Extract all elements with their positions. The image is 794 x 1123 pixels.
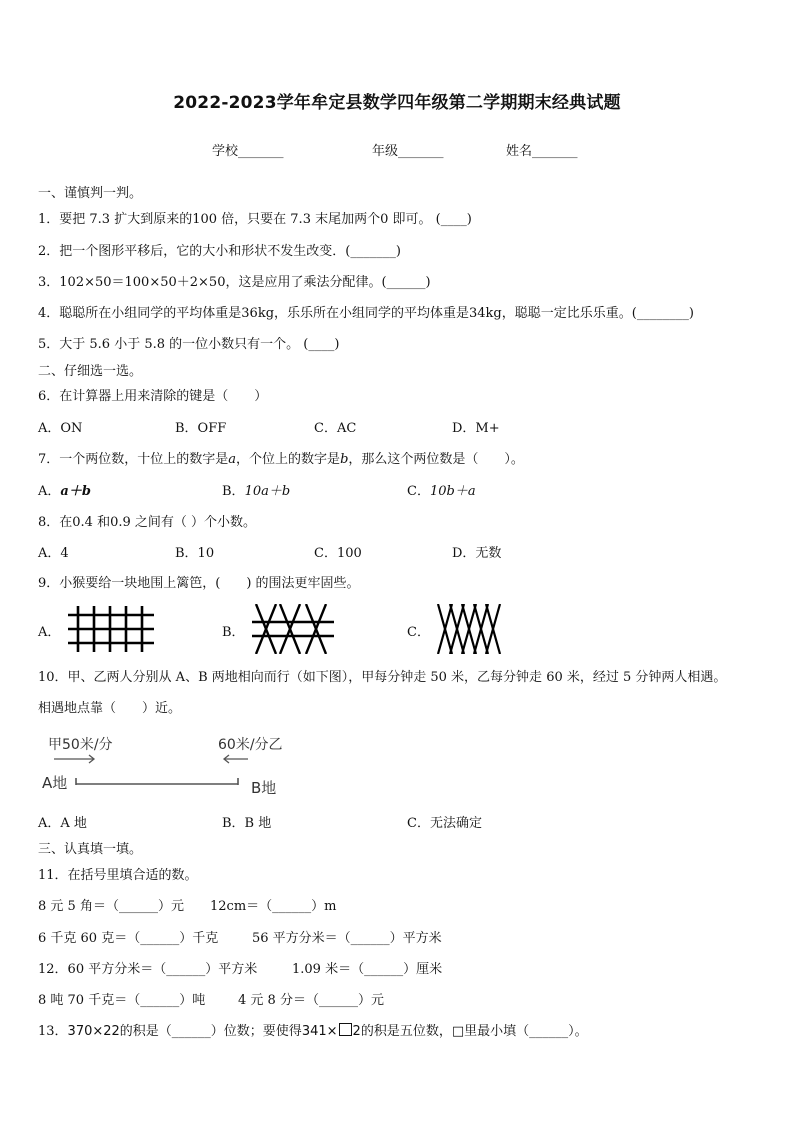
fence-diagonal-figure [436, 604, 502, 654]
question-13 [38, 1020, 588, 1039]
question-1: 1．要把 7.3 扩大到原来的100 倍，只要在 7.3 末尾加两个0 即可。 (____) [38, 212, 472, 227]
q7-text-pre: 7．一个两位数，十位上的数字是 [38, 452, 229, 467]
school-field: 学校_______ [212, 144, 284, 159]
q7-option-c-label: C． [407, 484, 430, 499]
page-title: 2022-2023学年牟定县数学四年级第二学期期末经典试题 [173, 93, 621, 113]
q7-option-b-label: B． [222, 484, 245, 499]
question-8: 8．在0.4 和0.9 之间有（ ）个小数。 [38, 515, 257, 530]
q7-text-post: ，那么这个两位数是（ ）。 [348, 452, 524, 467]
q7-option-b [222, 480, 290, 499]
q12-blank-1: 12．60 平方分米＝（______）平方米 [38, 962, 258, 977]
q12-blank-3: 8 吨 70 千克＝（______）吨 [38, 993, 206, 1008]
q6-option-d: D．M+ [452, 421, 500, 436]
question-9: 9．小猴要给一块地围上篱笆，( ) 的围法更牢固些。 [38, 576, 360, 591]
q7-option-a-label: A． [38, 484, 61, 499]
q8-option-a: A．4 [38, 546, 69, 561]
question-6: 6．在计算器上用来清除的键是（ ） [38, 389, 268, 404]
q10-option-c: C．无法确定 [407, 816, 482, 831]
q8-option-c: C．100 [314, 546, 362, 561]
fence-grid-figure [66, 606, 156, 652]
q13-number: 13． [38, 1024, 68, 1039]
q9-option-b: B． [222, 625, 245, 640]
q6-option-b: B．OFF [175, 421, 227, 436]
q10-option-b: B．B 地 [222, 816, 272, 831]
q10-fig-a-place: A地 [42, 774, 68, 792]
q11-blank-3: 6 千克 60 克＝（______）千克 [38, 931, 219, 946]
q9-option-c: C． [407, 625, 430, 640]
question-5: 5．大于 5.6 小于 5.8 的一位小数只有一个。 (____) [38, 337, 340, 352]
question-7 [38, 448, 524, 467]
q10-fig-yi-label: 60米/分乙 [218, 737, 283, 753]
section-3-heading: 三、认真填一填。 [38, 842, 143, 857]
q7-var-a: a [228, 452, 237, 467]
question-11: 11．在括号里填合适的数。 [38, 868, 198, 883]
q7-option-c [407, 480, 476, 499]
q7-option-b-expr: 10a＋b [244, 484, 291, 499]
section-2-heading: 二、仔细选一选。 [38, 364, 143, 379]
q13-expression-2-part-b: 2 [352, 1024, 361, 1039]
q7-var-b: b [340, 452, 349, 467]
fence-mixed-figure [252, 604, 334, 654]
q10-route-diagram [48, 752, 248, 788]
q6-option-c: C．AC [314, 421, 357, 436]
q7-text-mid: ，个位上的数字是 [236, 452, 341, 467]
section-1-heading: 一、谨慎判一判。 [38, 186, 143, 201]
blank-square-icon [339, 1023, 352, 1036]
q6-option-a: A．ON [38, 421, 83, 436]
question-10-line-2: 相遇地点靠（ ）近。 [38, 701, 182, 716]
grade-field: 年级_______ [372, 144, 444, 159]
q7-option-a-expr: a＋b [60, 484, 91, 499]
question-4: 4．聪聪所在小组同学的平均体重是36kg，乐乐所在小组同学的平均体重是34kg，聪聪一定比乐乐重。(________) [38, 306, 694, 321]
q7-option-c-expr: 10b＋a [429, 484, 476, 499]
q8-option-b: B．10 [175, 546, 215, 561]
question-10-line-1: 10．甲、乙两人分别从 A、B 两地相向而行（如下图），甲每分钟走 50 米，乙每分钟走 60 米，经过 5 分钟两人相遇。 [38, 670, 727, 685]
q10-fig-jia-label: 甲50米/分 [48, 737, 113, 753]
q12-blank-2: 1.09 米＝（______）厘米 [292, 962, 443, 977]
q7-option-a [38, 480, 91, 499]
q12-blank-4: 4 元 8 分＝（______）元 [238, 993, 384, 1008]
q13-expression-1: 370×22 [67, 1024, 120, 1039]
q10-fig-b-place: B地 [251, 779, 277, 797]
q9-option-a: A． [38, 625, 61, 640]
q11-blank-4: 56 平方分米＝（______）平方米 [252, 931, 442, 946]
question-3: 3．102×50＝100×50＋2×50，这是应用了乘法分配律。(______) [38, 275, 431, 290]
q10-option-a: A．A 地 [38, 816, 87, 831]
q8-option-d: D．无数 [452, 546, 502, 561]
name-field: 姓名_______ [506, 144, 578, 159]
q13-text-post: 的积是五位数，□里最小填（______）。 [360, 1024, 588, 1039]
q13-text-mid: 的积是（______）位数；要使得 [119, 1024, 302, 1039]
q11-blank-1: 8 元 5 角＝（______）元 [38, 899, 184, 914]
question-2: 2．把一个图形平移后，它的大小和形状不发生改变．(_______) [38, 244, 401, 259]
q13-expression-2-part-a: 341× [301, 1024, 338, 1039]
q11-blank-2: 12cm＝（______）m [210, 899, 337, 914]
